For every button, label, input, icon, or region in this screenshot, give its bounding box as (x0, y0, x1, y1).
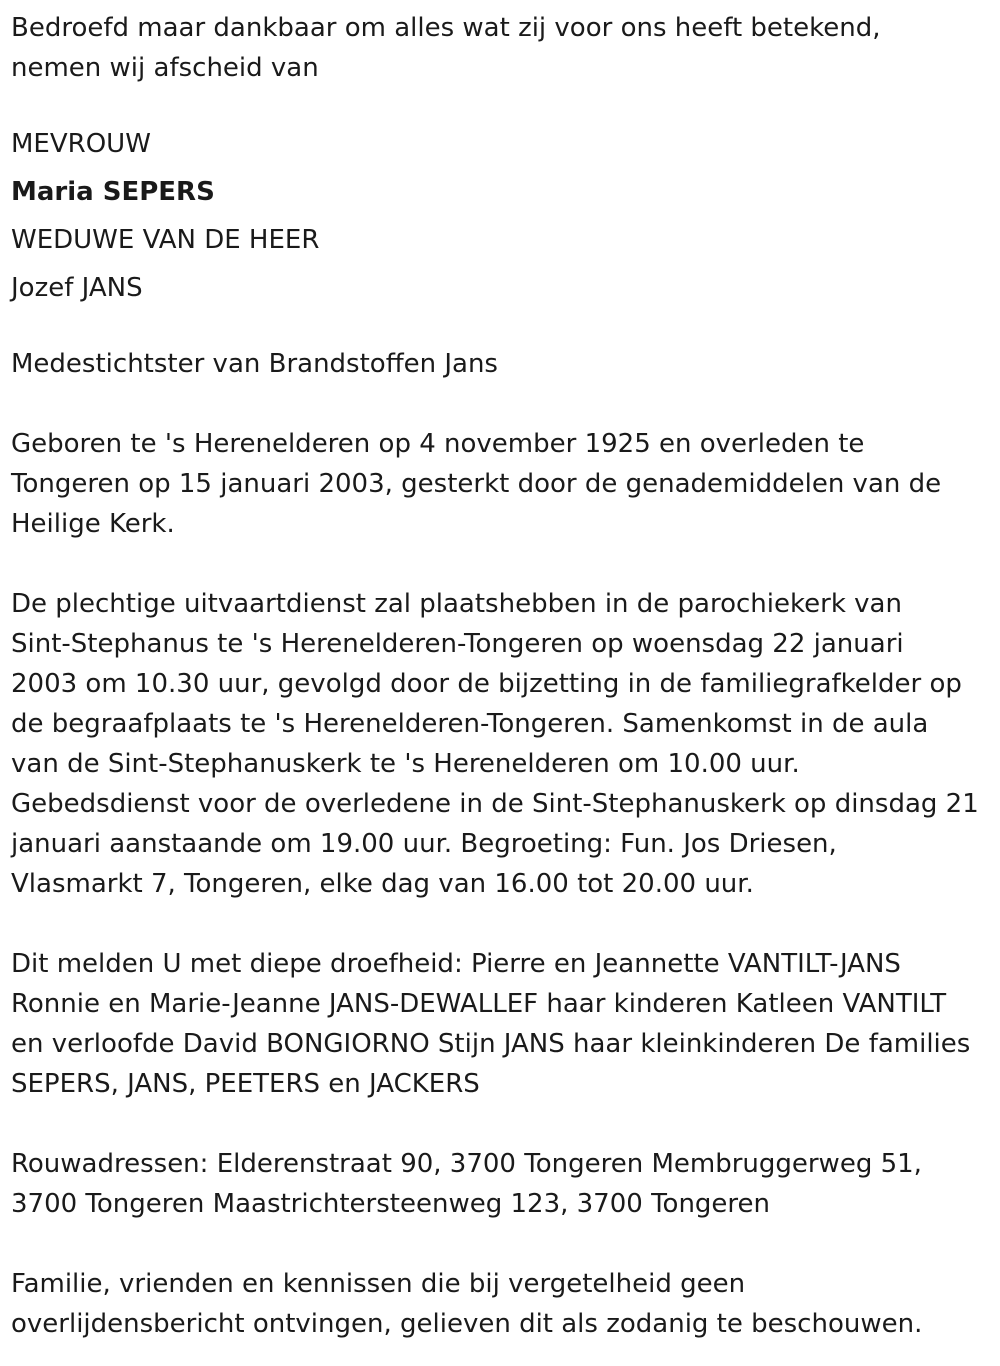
deceased-title: MEVROUW (11, 129, 151, 159)
intro-line-2: nemen wij afscheid van (11, 53, 319, 83)
ceremony-line-4: de begraafplaats te 's Herenelderen-Tongeren. Samenkomst in de aula (11, 709, 929, 739)
spacer (11, 384, 1000, 424)
deceased-spouse: Jozef JANS (11, 273, 143, 303)
spacer (11, 544, 1000, 584)
intro-paragraph (11, 8, 1000, 88)
spacer (11, 904, 1000, 944)
announcers-paragraph (11, 944, 1000, 1104)
announcers-line-2: Ronnie en Marie-Jeanne JANS-DEWALLEF haar kinderen Katleen VANTILT (11, 989, 947, 1019)
closing-line-2: overlijdensbericht ontvingen, gelieven dit als zodanig te beschouwen. (11, 1309, 923, 1339)
birth-death-line-2: Tongeren op 15 januari 2003, gesterkt door de genademiddelen van de (11, 469, 942, 499)
birth-death-paragraph (11, 424, 1000, 544)
spacer (11, 312, 1000, 344)
ceremony-line-1: De plechtige uitvaartdienst zal plaatshebben in de parochiekerk van (11, 589, 902, 619)
addresses-line-1: Rouwadressen: Elderenstraat 90, 3700 Tongeren Membruggerweg 51, (11, 1149, 922, 1179)
intro-line-1: Bedroefd maar dankbaar om alles wat zij voor ons heeft betekend, (11, 13, 881, 43)
occupation-paragraph (11, 344, 1000, 384)
closing-paragraph (11, 1264, 1000, 1344)
ceremony-line-5: van de Sint-Stephanuskerk te 's Herenelderen om 10.00 uur. (11, 749, 800, 779)
birth-death-line-3: Heilige Kerk. (11, 509, 175, 539)
spacer (11, 1104, 1000, 1144)
ceremony-line-6: Gebedsdienst voor de overledene in de Sint-Stephanuskerk op dinsdag 21 (11, 789, 979, 819)
announcers-line-3: en verloofde David BONGIORNO Stijn JANS haar kleinkinderen De families (11, 1029, 971, 1059)
closing-line-1: Familie, vrienden en kennissen die bij vergetelheid geen (11, 1269, 746, 1299)
deceased-relation: WEDUWE VAN DE HEER (11, 225, 320, 255)
announcers-line-4: SEPERS, JANS, PEETERS en JACKERS (11, 1069, 480, 1099)
deceased-name: Maria SEPERS (11, 177, 215, 207)
spacer (11, 88, 1000, 120)
spacer (11, 1224, 1000, 1264)
addresses-line-2: 3700 Tongeren Maastrichtersteenweg 123, 3700 Tongeren (11, 1189, 771, 1219)
announcers-line-1: Dit melden U met diepe droefheid: Pierre en Jeannette VANTILT-JANS (11, 949, 901, 979)
ceremony-line-8: Vlasmarkt 7, Tongeren, elke dag van 16.00 tot 20.00 uur. (11, 869, 754, 899)
ceremony-line-7: januari aanstaande om 19.00 uur. Begroeting: Fun. Jos Driesen, (11, 829, 837, 859)
deceased-block (11, 120, 1000, 312)
birth-death-line-1: Geboren te 's Herenelderen op 4 november 1925 en overleden te (11, 429, 865, 459)
addresses-paragraph (11, 1144, 1000, 1224)
ceremony-line-2: Sint-Stephanus te 's Herenelderen-Tongeren op woensdag 22 januari (11, 629, 904, 659)
ceremony-paragraph (11, 584, 1000, 904)
ceremony-line-3: 2003 om 10.30 uur, gevolgd door de bijzetting in de familiegrafkelder op (11, 669, 962, 699)
occupation-line: Medestichtster van Brandstoffen Jans (11, 349, 498, 379)
